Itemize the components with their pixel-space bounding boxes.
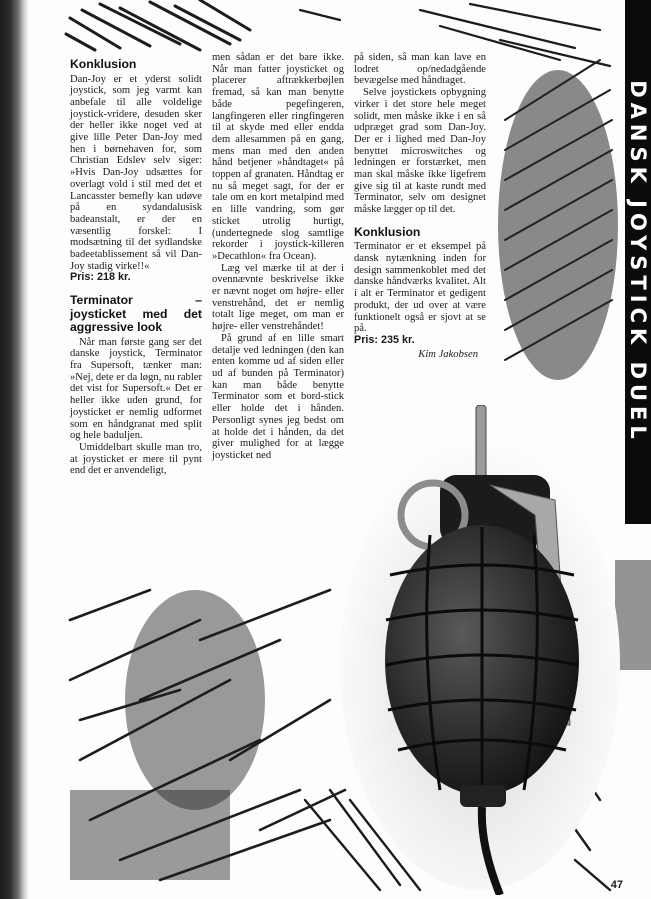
paragraph: men sådan er det bare ikke. Når man fatter joysticket og placerer aftrækkerbøjlen fremad, så kan man benytte både pegefingeren, langfingeren eller ringfingeren til at skyde med eller endda dem allesammen på en gang, mens man med den anden hånd betjener »håndtaget« på toppen af granaten. Håndtag er nu så meget sagt, for der er tale om en kort metalpind med en lille vandring, som gør sticket utrolig hurtigt, (undertegnede slog samtlige rekorder i joystick-killeren »Decathlon« fra Ocean). xyxy=(212,52,344,262)
text-column-2 xyxy=(212,52,344,462)
heading-konklusion-terminator: Konklusion xyxy=(354,224,421,239)
bottom-left-ink-blob xyxy=(125,590,265,810)
right-ink-blob xyxy=(498,70,618,380)
grenade-joystick-photo xyxy=(340,405,620,895)
paragraph: Terminator er et eksempel på dansk nytænkning inden for design sammenkoblet med det danske håndværks kvalitet. Alt i alt er Terminator et gedigent produkt, der ud over at være funktionelt også er sjovt at se på. xyxy=(354,241,486,335)
paragraph: Selve joystickets opbygning virker i det store hele meget solidt, men måske ikke i en så udpræget grad som Dan-Joy. Der er i lighed med Dan-Joy benyttet microswitches og ledningen er forstærket, men man skal måske ikke ligefrem give sig til at kaste rundt med Terminator, selv om designet måske lægger op til det. xyxy=(354,87,486,216)
paragraph: Læg vel mærke til at der i ovennævnte beskrivelse ikke er nævnt noget om højre- eller venstrehånd, det er nemlig totalt lige meget, om man er højre- eller venstrehåndet! xyxy=(212,262,344,333)
paragraph: På grund af en lille smart detalje ved ledningen (den kan enten komme ud af siden eller ud af bunden på Terminator) kan man både benytte Terminator som et bord-stick eller holde det i hånden. Personligt synes jeg bedst om at holde det i hånden, da det giver mulighed for at lægge joysticket ned xyxy=(212,332,344,461)
paragraph: Dan-Joy er et yderst solidt joystick, som jeg varmt kan anbefale til alle voldelige joystick-vridere, desuden sker der heller ikke noget ved at give lille Peter Dan-Joy med hen i børnehaven for, som Christian Edslev selv siger: »Hvis Dan-Joy udsættes for overlagt vold i stil med det et Lancasster bemefly kan udøve på en sydandalusisk badeanstalt, er der en væsentlig forskel: I modsætning til det sydlandske badeetablissement så vil Dan-Joy stadig virke!!« xyxy=(70,73,202,272)
heading-terminator: Terminator – joysticket med det aggressive look xyxy=(70,293,202,335)
paragraph: på siden, så man kan lave en lodret op/nedadgående bevægelse med håndtaget. xyxy=(354,52,486,87)
price-terminator: Pris: 235 kr. xyxy=(354,333,415,346)
top-left-strokes xyxy=(66,0,250,50)
text-column-3 xyxy=(354,52,486,360)
paragraph: Når man første gang ser det danske joystick, Terminator fra Supersoft, tænker man: »Nej, dete er da løgn, nu rabler det vist for Supersoft.« Det er heller ikke uden grund, for joysticket er nemlig udformet som en håndgranat med split og hele baduljen. xyxy=(70,336,202,442)
price-dan-joy: Pris: 218 kr. xyxy=(70,271,131,284)
author-byline: Kim Jakobsen xyxy=(418,348,478,360)
paragraph: Umiddelbart skulle man tro, at joysticket er mere til pynt end det er anvendeligt, xyxy=(70,441,202,477)
page-number: 47 xyxy=(610,879,623,891)
heading-konklusion-dan-joy: Konklusion xyxy=(70,57,137,71)
right-edge-strokes xyxy=(615,560,651,670)
section-banner-text: DANSK JOYSTICK DUEL xyxy=(626,80,650,444)
text-column-1 xyxy=(70,52,202,477)
bottom-left-ink-block xyxy=(70,790,230,880)
